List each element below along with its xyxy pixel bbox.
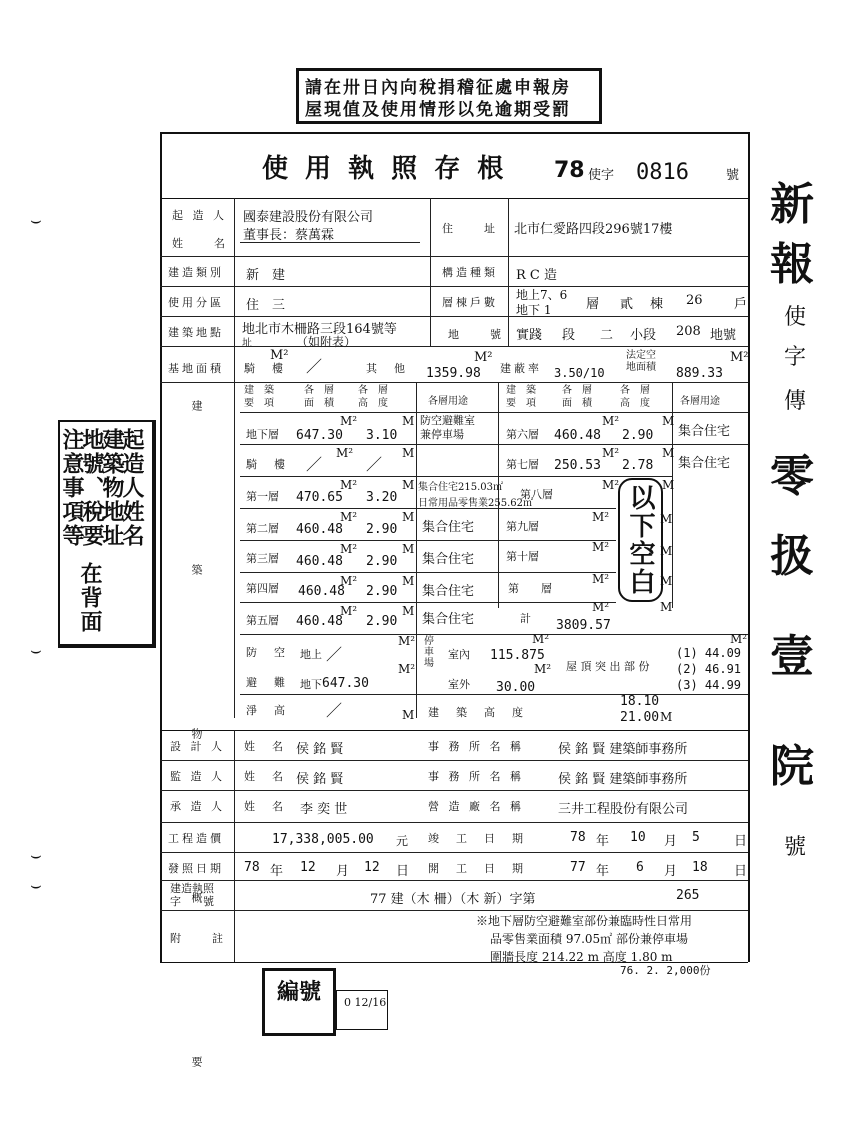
lot-number: 208	[676, 324, 701, 339]
f2-area: 460.48	[296, 522, 343, 537]
permit-text: 77 建（木 柵）（木 新）字第	[370, 892, 536, 907]
unit-month: 月	[664, 864, 678, 879]
unit-day: 日	[734, 864, 748, 879]
roof-2: (2) 46.91	[676, 662, 742, 676]
site-address: 地北市木柵路三段164號等	[242, 322, 397, 337]
scan-mark: ⌣	[30, 875, 42, 896]
lot-label: 地 號	[448, 328, 504, 341]
lot-number-unit: 地號	[710, 328, 737, 343]
contractor-company: 三井工程股份有限公司	[558, 802, 689, 817]
license-suffix: 號	[726, 168, 740, 183]
basement-height: 3.10	[366, 428, 398, 443]
right-edge-char: 零	[770, 451, 814, 502]
parking-outdoor: 30.00	[496, 680, 536, 695]
row-line	[160, 730, 748, 731]
f5-area: 460.48	[296, 614, 343, 629]
permit-number: 265	[676, 888, 700, 903]
unit-m: M	[402, 510, 415, 524]
building-height-2: 21.00	[620, 710, 660, 725]
unit-m: M	[402, 574, 415, 588]
blank-below-note: 以下空白	[618, 478, 663, 602]
f5-label: 第五層	[246, 614, 279, 627]
building-site-label: 建築地點	[168, 326, 224, 339]
completion-date-label: 竣 工 日 期	[428, 832, 526, 845]
unit-m2: M²	[592, 510, 610, 524]
unit-m2: M²	[398, 634, 416, 648]
row-line	[160, 790, 748, 791]
col-line	[508, 198, 509, 346]
unit-m: M	[402, 414, 415, 428]
structure-label: 構造種類	[442, 266, 498, 279]
site-address-sub: 址	[242, 338, 252, 349]
contractor-name: 李 奕 世	[300, 802, 348, 817]
designer-office-label: 事 務 所 名 稱	[428, 740, 524, 753]
designer-name-label: 姓 名	[244, 740, 286, 753]
designer-label: 設 計 人	[170, 740, 225, 753]
f8-label: 第八層	[520, 488, 553, 501]
applicant-label: 起 造 人	[172, 209, 227, 222]
side-note-col-2: 建築物地址	[99, 428, 125, 548]
cost-value: 17,338,005.00	[272, 832, 374, 847]
structure-value: R C 造	[516, 268, 557, 283]
building-type-label: 建造類別	[168, 266, 224, 279]
floor-area-header-2: 各 層 面 積	[562, 385, 592, 409]
arcade-row-label: 騎 樓	[246, 458, 288, 471]
unit-m: M	[402, 708, 415, 722]
f7-use: 集合住宅	[678, 456, 731, 471]
tax-notice-stamp	[296, 68, 602, 124]
issue-month: 12	[300, 860, 316, 875]
clearance-label: 淨 高	[246, 704, 288, 717]
license-number: 0816	[636, 160, 689, 185]
roof-parts-label: 屋 頂 突 出 部 份	[566, 660, 650, 673]
f3-height: 2.90	[366, 554, 398, 569]
unit-m2: M²	[592, 600, 610, 614]
unit-m2: M²	[730, 350, 749, 365]
f3-label: 第三層	[246, 552, 279, 565]
total-area: 3809.57	[556, 618, 611, 633]
row-line	[160, 198, 748, 199]
scan-mark: ⌣	[30, 640, 42, 661]
slash-mark: ／	[366, 455, 383, 474]
f6-height: 2.90	[622, 428, 654, 443]
unit-m2: M²	[340, 604, 358, 618]
lot-subsection-unit: 小段	[630, 328, 657, 343]
f1-use-1: 集合住宅215.03㎡	[418, 482, 503, 493]
f1-label: 第一層	[246, 490, 279, 503]
supervisor-name: 侯 銘 賢	[296, 772, 344, 787]
col-line	[416, 382, 417, 718]
unit-year: 年	[596, 864, 610, 879]
completion-day: 5	[692, 830, 700, 845]
row-line	[240, 540, 616, 541]
f1-area: 470.65	[296, 490, 343, 505]
f4-use: 集合住宅	[422, 584, 475, 599]
remark-2: 品零售業面積 97.05㎡ 部份兼停車場	[490, 932, 688, 946]
zoning-value: 住 三	[246, 298, 286, 313]
cost-label: 工程造價	[168, 832, 224, 845]
total-label: 計	[520, 612, 531, 625]
per-floor-use-header: 各層用途	[428, 396, 468, 407]
row-line	[160, 256, 748, 257]
unit-m: M	[662, 478, 675, 492]
f7-height: 2.78	[622, 458, 654, 473]
side-note-col-4: 注意事項等	[59, 428, 85, 548]
row-line	[240, 444, 748, 445]
right-edge-small: 字	[784, 345, 807, 370]
f1-height: 3.20	[366, 490, 398, 505]
building-type-value: 新 建	[246, 268, 286, 283]
unit-day: 日	[734, 834, 748, 849]
f-blank-label: 第 層	[508, 582, 552, 595]
building-items-header: 建 築 要 項	[244, 385, 274, 409]
notice-line-2: 屋現值及使用情形以免逾期受罰	[305, 100, 571, 120]
f4-label: 第四層	[246, 582, 279, 595]
f3-use: 集合住宅	[422, 552, 475, 567]
row-line	[240, 476, 672, 477]
unit-m2: M²	[340, 414, 358, 428]
site-address-note: （如附表）	[296, 335, 357, 349]
unit-m2: M²	[270, 348, 289, 363]
parking-indoor: 115.875	[490, 648, 545, 663]
basement-area: 647.30	[296, 428, 343, 443]
unit-m: M	[660, 600, 673, 614]
above-ground-label: 地上	[300, 648, 322, 661]
f4-height: 2.90	[366, 584, 398, 599]
f7-label: 第七層	[506, 458, 539, 471]
f9-label: 第九層	[506, 520, 539, 533]
row-line	[160, 852, 748, 853]
f10-label: 第十層	[506, 550, 539, 563]
f2-label: 第二層	[246, 522, 279, 535]
designer-office: 侯 銘 賢 建築師事務所	[558, 742, 688, 757]
other-label: 其 他	[366, 362, 408, 375]
right-edge-char: 報	[770, 239, 814, 290]
unit-m2: M²	[592, 540, 610, 554]
completion-month: 10	[630, 830, 646, 845]
f6-label: 第六層	[506, 428, 539, 441]
form-frame-top	[160, 132, 748, 134]
bottom-stamp-note: 0 12/16	[344, 996, 387, 1009]
floor-unit: 層	[586, 297, 600, 312]
row-line	[160, 316, 748, 317]
outdoor-label: 室外	[448, 678, 470, 691]
page-title: 使 用 執 照 存 根	[262, 154, 508, 184]
f2-height: 2.90	[366, 522, 398, 537]
right-edge-char: 新	[770, 179, 814, 230]
building-items-header-2: 建 築 要 項	[506, 385, 536, 409]
start-year: 77	[570, 860, 586, 875]
shelter-label-b: 避 難	[246, 676, 288, 689]
unit-m2: M²	[602, 414, 620, 428]
shelter-below-area: 647.30	[322, 676, 369, 691]
slash-mark: ／	[306, 455, 323, 474]
license-word: 使字	[588, 168, 615, 183]
issue-year: 78	[244, 860, 260, 875]
bottom-stamp	[262, 968, 336, 1036]
col-line	[234, 730, 235, 962]
coverage-value: 3.50/10	[554, 366, 605, 380]
supervisor-office: 侯 銘 賢 建築師事務所	[558, 772, 688, 787]
f1-use-2: 日常用品零售業255.62㎡	[418, 498, 533, 509]
open-space-value: 889.33	[676, 366, 723, 381]
unit-m2: M²	[532, 632, 550, 646]
small-stamp-box	[336, 990, 388, 1030]
floors-above: 地上7、6	[516, 288, 568, 302]
right-edge-small: 傳	[784, 389, 807, 414]
unit-m2: M²	[730, 632, 748, 646]
unit-m: M	[402, 446, 415, 460]
slash-mark: ／	[326, 701, 343, 720]
right-edge-char: 院	[770, 741, 814, 792]
households-value: 26	[686, 293, 703, 308]
unit-m2: M²	[602, 478, 620, 492]
row-line	[160, 910, 748, 911]
notice-line-1: 請在卅日內向稅捐稽征處申報房	[305, 78, 571, 98]
unit-m: M	[660, 512, 673, 526]
side-note-box	[58, 420, 156, 648]
contractor-label: 承 造 人	[170, 800, 225, 813]
floor-area-header: 各 層 面 積	[304, 385, 334, 409]
coverage-label: 建蔽率	[500, 362, 542, 375]
building-height-label: 建 築 高 度	[428, 706, 526, 719]
floor-height-header: 各 層 高 度	[358, 385, 388, 409]
slash-mark: ／	[326, 645, 343, 664]
building-height-1: 18.10	[620, 694, 660, 709]
right-edge-small: 號	[784, 835, 807, 860]
right-edge-char: 壹	[770, 631, 814, 682]
scan-mark: ⌣	[30, 845, 42, 866]
unit-month: 月	[664, 834, 678, 849]
unit-m2: M²	[534, 662, 552, 676]
arcade-label: 騎 樓	[244, 362, 286, 375]
floor-height-header-2: 各 層 高 度	[620, 385, 650, 409]
floors-households-label: 層棟戶數	[442, 296, 498, 309]
open-space-label: 法定空 地面積	[626, 350, 656, 373]
supervisor-label: 監 造 人	[170, 770, 225, 783]
remark-1: ※地下層防空避難室部份兼臨時性日常用	[476, 914, 693, 928]
building-unit: 棟	[650, 297, 664, 312]
row-line	[160, 382, 748, 383]
f5-use: 集合住宅	[422, 612, 475, 627]
side-note-col-1: 起造人姓名	[119, 428, 145, 548]
applicant-address: 北市仁愛路四段296號17樓	[514, 222, 673, 237]
remarks-label: 附 註	[170, 932, 226, 945]
per-floor-use-header-2: 各層用途	[680, 396, 720, 407]
license-year: 78	[554, 158, 585, 183]
applicant-name-label: 姓 名	[172, 237, 228, 250]
lot-section-num: 二	[600, 328, 614, 343]
unit-year: 年	[270, 864, 284, 879]
unit-m: M	[660, 710, 673, 724]
applicant-person: 董事長：蔡萬霖	[243, 228, 335, 243]
roof-3: (3) 44.99	[676, 678, 742, 692]
unit-m: M	[402, 542, 415, 556]
issue-date-label: 發照日期	[168, 862, 224, 875]
f3-area: 460.48	[296, 554, 343, 569]
row-line	[240, 572, 616, 573]
parking-label: 停 車 場	[424, 636, 434, 669]
unit-m2: M²	[336, 446, 354, 460]
unit-m2: M²	[398, 662, 416, 676]
basement-label: 地下層	[246, 428, 279, 441]
unit-m: M	[660, 574, 673, 588]
f4-area: 460.48	[298, 584, 345, 599]
unit-m2: M²	[602, 446, 620, 460]
below-ground-label: 地下	[300, 678, 322, 691]
start-day: 18	[692, 860, 708, 875]
underline	[240, 242, 420, 243]
remark-3: 圍牆長度 214.22 m 高度 1.80 m	[490, 950, 673, 964]
col-line	[430, 198, 431, 346]
unit-m: M	[402, 478, 415, 492]
start-month: 6	[636, 860, 644, 875]
unit-m2: M²	[592, 572, 610, 586]
f7-area: 250.53	[554, 458, 601, 473]
building-summary-label: 建 築 物 概 要	[190, 400, 203, 1137]
form-footer: 76. 2. 2,000份	[620, 964, 711, 977]
indoor-label: 室內	[448, 648, 470, 661]
row-line	[160, 760, 748, 761]
zoning-label: 使用分區	[168, 296, 224, 309]
right-edge-small: 使	[784, 305, 807, 330]
right-edge-char: 扱	[770, 531, 814, 582]
floors-below: 地下 1	[516, 303, 552, 317]
unit-m2: M²	[474, 350, 493, 365]
row-line	[240, 602, 616, 603]
unit-year: 年	[596, 834, 610, 849]
unit-day: 日	[396, 864, 410, 879]
unit-m: M	[662, 414, 675, 428]
row-line	[160, 880, 748, 881]
contractor-name-label: 姓 名	[244, 800, 286, 813]
row-line	[160, 286, 748, 287]
supervisor-office-label: 事 務 所 名 稱	[428, 770, 524, 783]
row-line	[160, 346, 748, 347]
permit-no-label: 建造執照 字 號	[170, 882, 214, 908]
designer-name: 侯 銘 賢	[296, 742, 344, 757]
row-line	[240, 508, 616, 509]
f6-use: 集合住宅	[678, 424, 731, 439]
col-line	[234, 198, 235, 718]
side-note-col-3: 地號、稅要	[79, 428, 105, 548]
row-line	[240, 634, 748, 635]
household-unit: 戶	[734, 297, 748, 312]
lot-section-name: 實踐	[516, 328, 543, 343]
start-date-label: 開 工 日 期	[428, 862, 526, 875]
roof-1: (1) 44.09	[676, 646, 742, 660]
scan-mark: ⌣	[30, 210, 42, 231]
f6-area: 460.48	[554, 428, 601, 443]
address-label: 住 址	[442, 222, 498, 235]
unit-m: M	[402, 604, 415, 618]
bottom-stamp-text: 編號	[277, 980, 322, 1005]
unit-m2: M²	[340, 510, 358, 524]
side-note-col-5: 在背面	[77, 562, 103, 634]
issue-day: 12	[364, 860, 380, 875]
slash-mark: ／	[306, 357, 323, 376]
site-area-total: 1359.98	[426, 366, 481, 381]
unit-m2: M²	[340, 478, 358, 492]
f5-height: 2.90	[366, 614, 398, 629]
unit-m2: M²	[340, 574, 358, 588]
buildings-value: 貳	[620, 297, 634, 312]
shelter-label-a: 防 空	[246, 646, 288, 659]
row-line	[240, 694, 748, 695]
contractor-company-label: 營 造 廠 名 稱	[428, 800, 524, 813]
row-line	[160, 822, 748, 823]
site-area-label: 基地面積	[168, 362, 224, 375]
f2-use: 集合住宅	[422, 520, 475, 535]
applicant-company: 國泰建設股份有限公司	[243, 210, 374, 225]
supervisor-name-label: 姓 名	[244, 770, 286, 783]
unit-month: 月	[336, 864, 350, 879]
lot-section-unit: 段	[562, 328, 576, 343]
basement-use: 防空避難室 兼停車場	[420, 414, 475, 441]
completion-year: 78	[570, 830, 586, 845]
unit-m: M	[662, 446, 675, 460]
unit-yuan: 元	[396, 834, 409, 848]
form-frame-right	[748, 132, 750, 962]
unit-m2: M²	[340, 542, 358, 556]
unit-m: M	[660, 544, 673, 558]
